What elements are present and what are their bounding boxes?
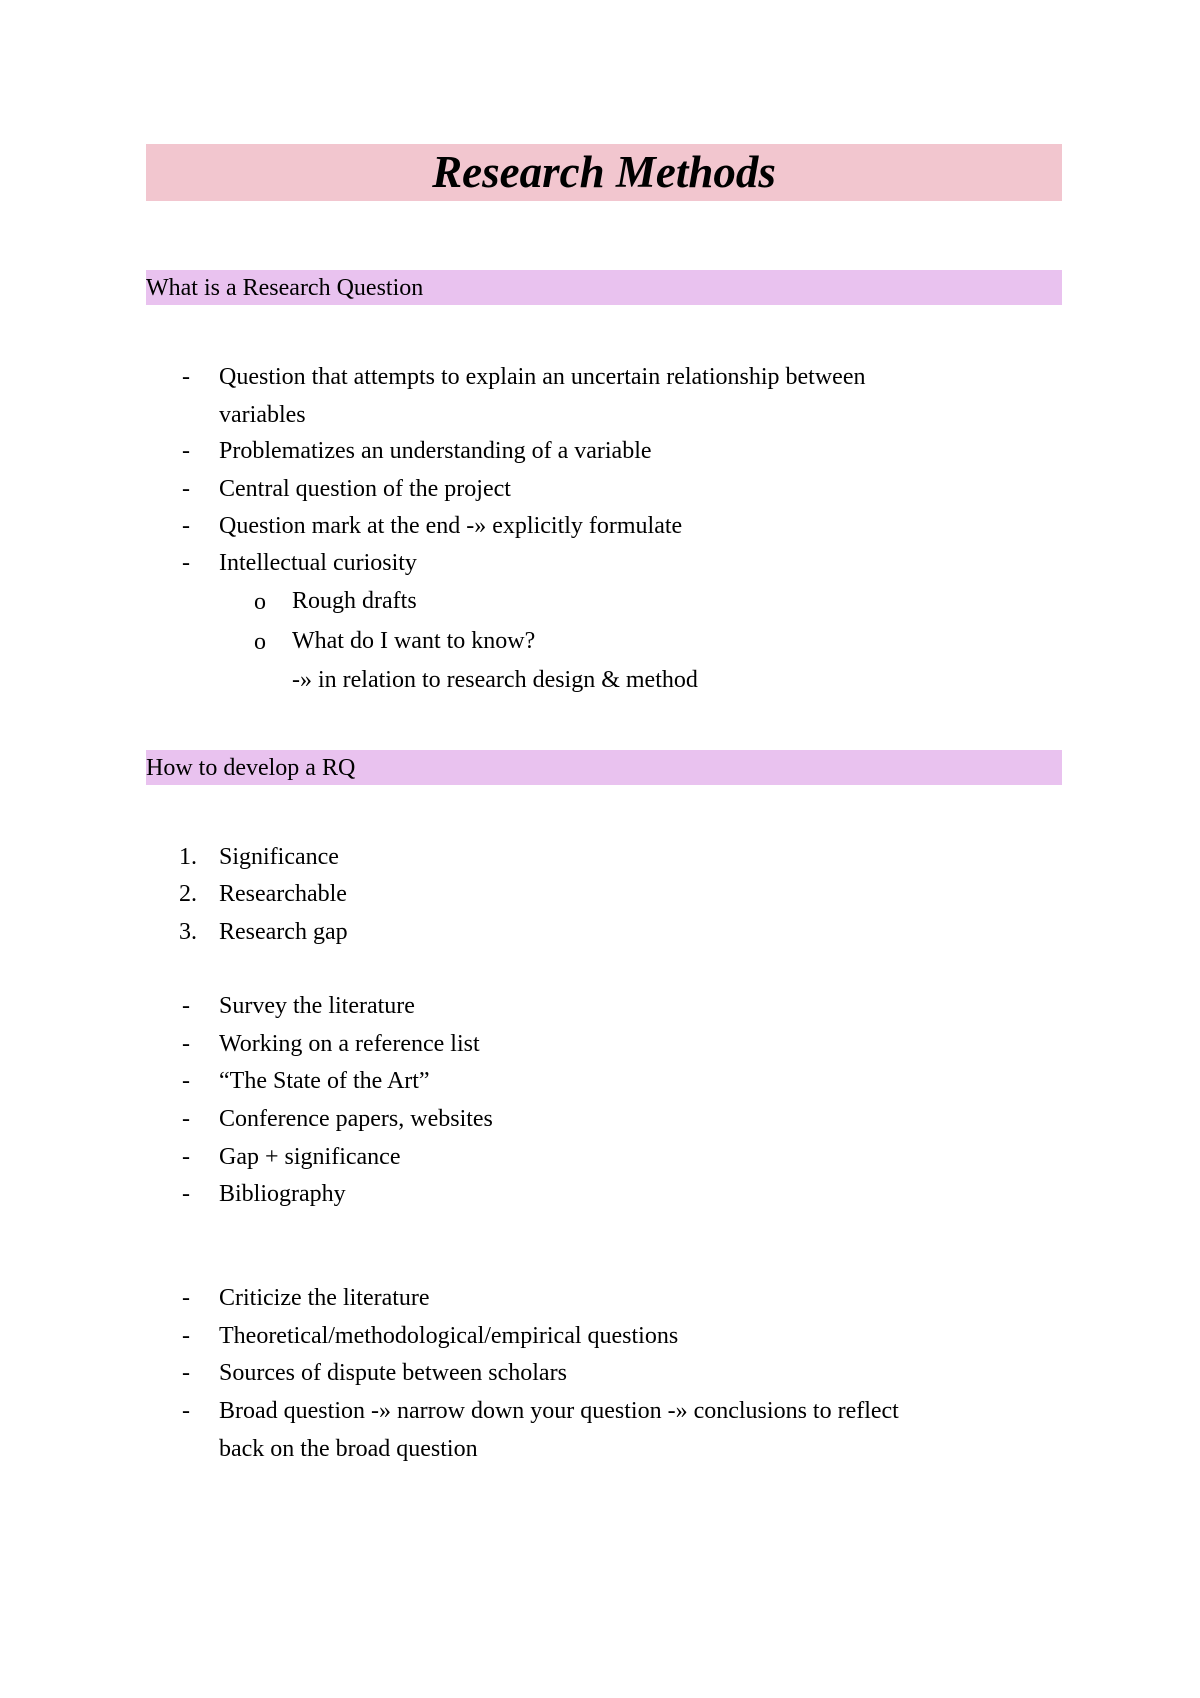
bullet-marker: -: [182, 1068, 190, 1094]
list-item: Gap + significance: [219, 1144, 401, 1170]
bullet-marker: -: [182, 364, 190, 390]
page-title: Research Methods: [432, 147, 776, 197]
bullet-marker: -: [182, 1360, 190, 1386]
list-item-continuation: back on the broad question: [219, 1436, 478, 1462]
bullet-marker: -: [182, 1181, 190, 1207]
list-item: Question that attempts to explain an uncertain relationship between: [219, 364, 866, 390]
list-item: Central question of the project: [219, 476, 511, 502]
section-heading-develop-rq: [146, 750, 1062, 785]
list-item: Criticize the literature: [219, 1285, 430, 1311]
sub-list-item-continuation: -» in relation to research design & method: [292, 667, 698, 693]
section-heading-research-question: [146, 270, 1062, 305]
list-item-continuation: variables: [219, 402, 306, 428]
bullet-marker: -: [182, 513, 190, 539]
section-heading-text: What is a Research Question: [146, 275, 424, 301]
bullet-marker: -: [182, 550, 190, 576]
bullet-marker: -: [182, 1323, 190, 1349]
numbered-item: Researchable: [219, 881, 347, 907]
section-heading-text: How to develop a RQ: [146, 755, 356, 781]
sub-bullet-marker: o: [254, 589, 266, 615]
bullet-marker: -: [182, 476, 190, 502]
numbered-marker: 2.: [179, 881, 197, 907]
bullet-marker: -: [182, 1398, 190, 1424]
sub-bullet-marker: o: [254, 629, 266, 655]
bullet-marker: -: [182, 1031, 190, 1057]
list-item: Survey the literature: [219, 993, 415, 1019]
list-item: Question mark at the end -» explicitly formulate: [219, 513, 683, 539]
list-item: “The State of the Art”: [219, 1068, 430, 1094]
title-banner: [146, 144, 1062, 201]
bullet-marker: -: [182, 1106, 190, 1132]
list-item: Theoretical/methodological/empirical questions: [219, 1323, 679, 1349]
bullet-marker: -: [182, 993, 190, 1019]
numbered-item: Significance: [219, 844, 339, 870]
sub-list-item: Rough drafts: [292, 588, 417, 614]
bullet-marker: -: [182, 1285, 190, 1311]
list-item: Conference papers, websites: [219, 1106, 493, 1132]
list-item: Intellectual curiosity: [219, 550, 417, 576]
numbered-item: Research gap: [219, 919, 348, 945]
sub-list-item: What do I want to know?: [292, 628, 536, 654]
list-item: Working on a reference list: [219, 1031, 480, 1057]
numbered-marker: 3.: [179, 919, 197, 945]
bullet-marker: -: [182, 438, 190, 464]
list-item: Sources of dispute between scholars: [219, 1360, 567, 1386]
list-item: Broad question -» narrow down your question -» conclusions to reflect: [219, 1398, 899, 1424]
numbered-marker: 1.: [179, 844, 197, 870]
list-item: Problematizes an understanding of a variable: [219, 438, 652, 464]
bullet-marker: -: [182, 1144, 190, 1170]
document-page: [146, 0, 1062, 1698]
list-item: Bibliography: [219, 1181, 346, 1207]
